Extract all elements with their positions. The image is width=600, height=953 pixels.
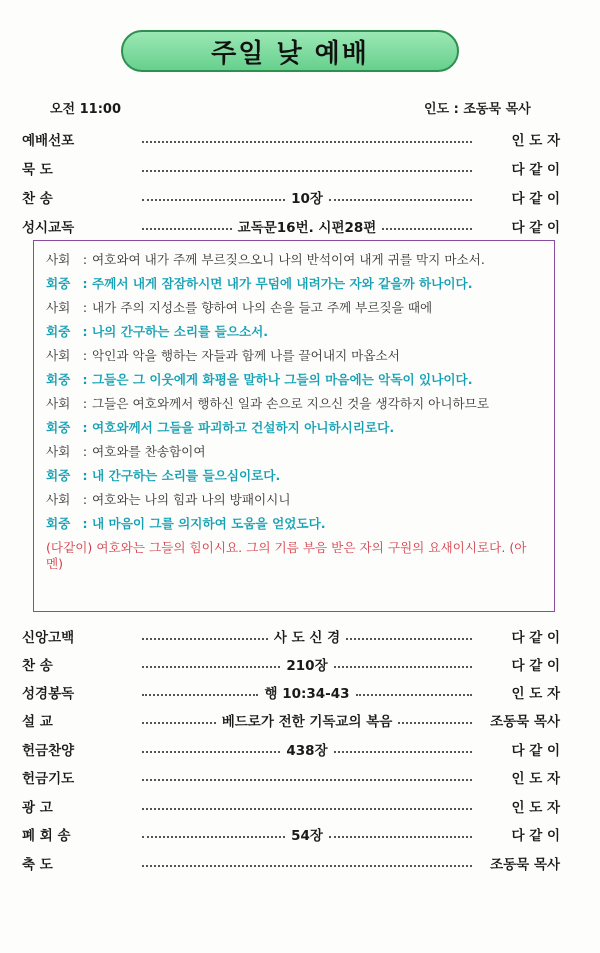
litany-line: 회중 : 나의 간구하는 소리를 들으소서. [46,324,542,340]
litany-text: 여호와께서 그들을 파괴하고 건설하지 아니하시리로다. [92,420,395,435]
order-row [22,795,560,817]
order-detail: 10장 [291,191,323,207]
order-detail: 베드로가 전한 기독교의 복음 [221,714,393,730]
order-responsible: 다 같 이 [511,220,560,236]
litany-speaker: 회중 [46,372,71,387]
litany-speaker: 회중 [46,276,71,291]
order-label: 헌금찬양 [22,743,75,759]
litany-speaker: 사회 [46,300,71,315]
order-label: 찬 송 [22,658,53,674]
litany-speaker: 회중 [46,468,71,483]
order-leader-dots [142,186,472,208]
order-label: 찬 송 [22,191,53,207]
order-label: 예배선포 [22,133,75,149]
order-label: 헌금기도 [22,771,75,787]
order-row [22,681,560,703]
litany-speaker: 사회 [46,444,71,459]
order-detail: 438장 [286,743,328,759]
litany-speaker: 사회 [46,492,71,507]
presider: 인도 : 조동묵 목사 [424,102,531,117]
litany-text: 내 마음이 그를 의지하여 도움을 얻었도다. [92,516,326,531]
litany-text: 여호와를 찬송함이여 [92,444,206,459]
litany-text: 여호와여 내가 주께 부르짖으오니 나의 반석이여 내게 귀를 막지 마소서. [92,252,485,267]
litany-line: 회중 : 여호와께서 그들을 파괴하고 건설하지 아니하시리로다. [46,420,542,436]
litany-line: 사회 : 그들은 여호와께서 행하신 일과 손으로 지으신 것을 생각하지 아니하므로 [46,396,542,412]
order-detail: 교독문16번. 시편28편 [237,220,377,236]
order-responsible: 다 같 이 [511,828,560,844]
service-time: 오전 11:00 [50,102,122,117]
litany-text: 주께서 내게 잠잠하시면 내가 무덤에 내려가는 자와 같을까 하나이다. [92,276,473,291]
litany-text: 여호와는 나의 힘과 나의 방패이시니 [92,492,291,507]
litany-text: 악인과 악을 행하는 자들과 함께 나를 끌어내지 마옵소서 [92,348,400,363]
order-responsible: 인 도 자 [511,686,560,702]
order-row [22,653,560,675]
order-leader-dots [142,709,472,731]
litany-line: 사회 : 여호와는 나의 힘과 나의 방패이시니 [46,492,542,508]
litany-line: 사회 : 여호와를 찬송함이여 [46,444,542,460]
order-row [22,128,560,150]
order-responsible: 다 같 이 [511,743,560,759]
litany-text: 나의 간구하는 소리를 들으소서. [92,324,269,339]
litany-text: 그들은 그 이웃에게 화평을 말하나 그들의 마음에는 악독이 있나이다. [92,372,473,387]
order-label: 묵 도 [22,162,53,178]
order-row [22,823,560,845]
order-leader-dots [142,766,472,788]
order-leader-dots [142,157,472,179]
order-row [22,157,560,179]
order-responsible: 다 같 이 [511,658,560,674]
litany-speaker: 사회 [46,252,71,267]
order-label: 성시교독 [22,220,75,236]
litany-speaker: 회중 [46,516,71,531]
order-responsible: 다 같 이 [511,162,560,178]
litany-line: 회중 : 내 간구하는 소리를 들으심이로다. [46,468,542,484]
order-label: 설 교 [22,714,53,730]
order-leader-dots [142,653,472,675]
order-leader-dots [142,795,472,817]
order-label: 신앙고백 [22,630,75,646]
litany-line: 회중 : 그들은 그 이웃에게 화평을 말하나 그들의 마음에는 악독이 있나이다. [46,372,542,388]
litany-line: 사회 : 여호와여 내가 주께 부르짖으오니 나의 반석이여 내게 귀를 막지 마소서. [46,252,542,268]
order-leader-dots [142,681,472,703]
order-leader-dots [142,852,472,874]
page-title: 주일 낮 예배 [121,30,459,72]
litany-text: 그들은 여호와께서 행하신 일과 손으로 지으신 것을 생각하지 아니하므로 [92,396,489,411]
order-label: 광 고 [22,800,53,816]
order-responsible: 인 도 자 [511,800,560,816]
order-label: 폐 회 송 [22,828,71,844]
order-responsible: 인 도 자 [511,771,560,787]
litany-text: 내가 주의 지성소를 향하여 나의 손을 들고 주께 부르짖을 때에 [92,300,433,315]
litany-speaker: 사회 [46,348,71,363]
order-detail: 사 도 신 경 [273,630,341,646]
order-responsible: 인 도 자 [511,133,560,149]
litany-line: 사회 : 악인과 악을 행하는 자들과 함께 나를 끌어내지 마옵소서 [46,348,542,364]
order-leader-dots [142,215,472,237]
order-row [22,766,560,788]
litany-speaker: 사회 [46,396,71,411]
litany-text: 내 간구하는 소리를 들으심이로다. [92,468,281,483]
order-leader-dots [142,738,472,760]
litany-line: 회중 : 내 마음이 그를 의지하여 도움을 얻었도다. [46,516,542,532]
order-label: 성경봉독 [22,686,75,702]
order-responsible: 조동묵 목사 [490,857,560,873]
litany-closing: (다같이) 여호와는 그들의 힘이시요. 그의 기름 부음 받은 자의 구원의 요새이시로다. (아멘) [46,540,527,571]
order-row [22,738,560,760]
litany-speaker: 회중 [46,420,71,435]
responsive-reading [33,240,555,612]
order-row [22,625,560,647]
order-label: 축 도 [22,857,53,873]
order-leader-dots [142,823,472,845]
order-row [22,186,560,208]
order-row [22,709,560,731]
order-responsible: 조동묵 목사 [490,714,560,730]
litany-line: 사회 : 내가 주의 지성소를 향하여 나의 손을 들고 주께 부르짖을 때에 [46,300,542,316]
order-responsible: 다 같 이 [511,191,560,207]
order-responsible: 다 같 이 [511,630,560,646]
litany-speaker: 회중 [46,324,71,339]
litany-line: 회중 : 주께서 내게 잠잠하시면 내가 무덤에 내려가는 자와 같을까 하나이다. [46,276,542,292]
order-detail: 54장 [291,828,323,844]
order-leader-dots [142,128,472,150]
order-leader-dots [142,625,472,647]
order-detail: 행 10:34-43 [264,686,350,702]
order-detail: 210장 [286,658,328,674]
order-row [22,852,560,874]
order-row [22,215,560,237]
